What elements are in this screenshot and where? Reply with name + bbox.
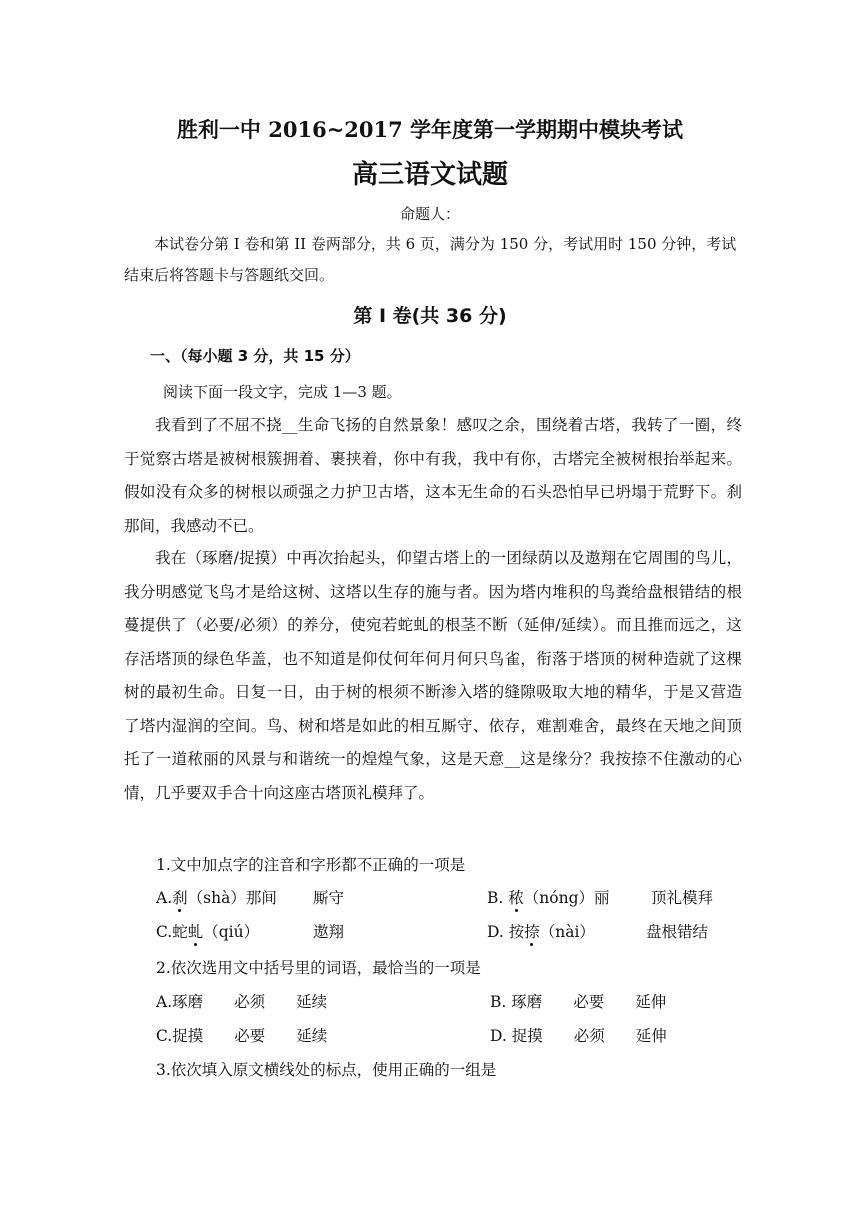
q1-option-c: C.蛇虬（qiú） [156,923,260,941]
reading-instruction: 阅读下面一段文字，完成 1—3 题。 [163,383,402,401]
section-title: 第 I 卷(共 36 分) [353,305,507,327]
q1-option-b-word: 顶礼模拜 [651,889,714,907]
q1-b-dotted-char: 秾 [508,889,524,907]
passage-text-1: 我看到了不屈不挠__生命飞扬的自然景象！感叹之余，围绕着古塔，我转了一圈，终于觉察古塔是被树根簇拥着、裹挟着，你中有我，我中有你，古塔完全被树根抬举起来。假如没有众多的树根以顽强之力护卫古塔，这本无生命的石头恐怕早已坍塌于荒野下。刹那间，我感动不已。 [124,416,742,535]
q1-option-b: B. 秾（nóng）丽 [487,889,610,907]
question-1-stem: 1.文中加点字的注音和字形都不正确的一项是 [156,856,466,874]
q1-option-a: A.刹（shà）那间 [156,889,277,907]
q2-option-c: C.捉摸 必要 延续 [156,1027,328,1045]
q2-option-b: B. 琢磨 必要 延伸 [490,993,667,1011]
q1-a-dotted-char: 刹 [172,889,188,907]
q1-d-dotted-char: 捺 [524,923,540,941]
q1-c-dotted-char: 虬 [187,923,204,941]
q2-option-a: A.琢磨 必须 延续 [156,993,328,1011]
passage-paragraph-2 [124,542,742,810]
q1-option-c-word: 遨翔 [313,923,345,941]
passage-text-2: 我在（琢磨/捉摸）中再次抬起头，仰望古塔上的一团绿荫以及遨翔在它周围的鸟儿，我分明感觉飞鸟才是给这树、这塔以生存的施与者。因为塔内堆积的鸟粪给盘根错结的根蔓提供了（必要/必须）的养分，使宛若蛇虬的根茎不断（延伸/延续）。而且推而远之，这存活塔顶的绿色华盖，也不知道是仰仗何年何月何只鸟雀，衔落于塔顶的树种造就了这棵树的最初生命。日复一日，由于树的根须不断渗入塔的缝隙吸取大地的精华，于是又营造了塔内湿润的空间。鸟、树和塔是如此的相互厮守、依存，难割难舍，最终在天地之间顶托了一道秾丽的风景与和谐统一的煌煌气象，这是天意__这是缘分？我按捺不住激动的心情，几乎要双手合十向这座古塔顶礼模拜了。 [124,549,742,802]
q2-option-d: D. 捉摸 必须 延伸 [490,1027,667,1045]
part-heading: 一、（每小题 3 分，共 15 分） [150,347,360,365]
exam-subject-title: 高三语文试题 [351,160,508,190]
passage-paragraph-1 [124,409,742,543]
q1-option-a-word: 厮守 [313,889,345,907]
question-3-stem: 3.依次填入原文横线处的标点，使用正确的一组是 [156,1061,497,1079]
q1-option-d: D. 按捺（nài） [487,923,595,941]
exam-instructions: 本试卷分第 I 卷和第 II 卷两部分，共 6 页，满分为 150 分，考试用时 150 分钟，考试结束后将答题卡与答题纸交回。 [124,235,737,284]
exam-title: 胜利一中 2016~2017 学年度第一学期期中模块考试 [176,117,684,142]
author-label: 命题人： [399,205,460,223]
q1-option-d-word: 盘根错结 [646,923,709,941]
question-2-stem: 2.依次选用文中括号里的词语，最恰当的一项是 [156,959,481,977]
